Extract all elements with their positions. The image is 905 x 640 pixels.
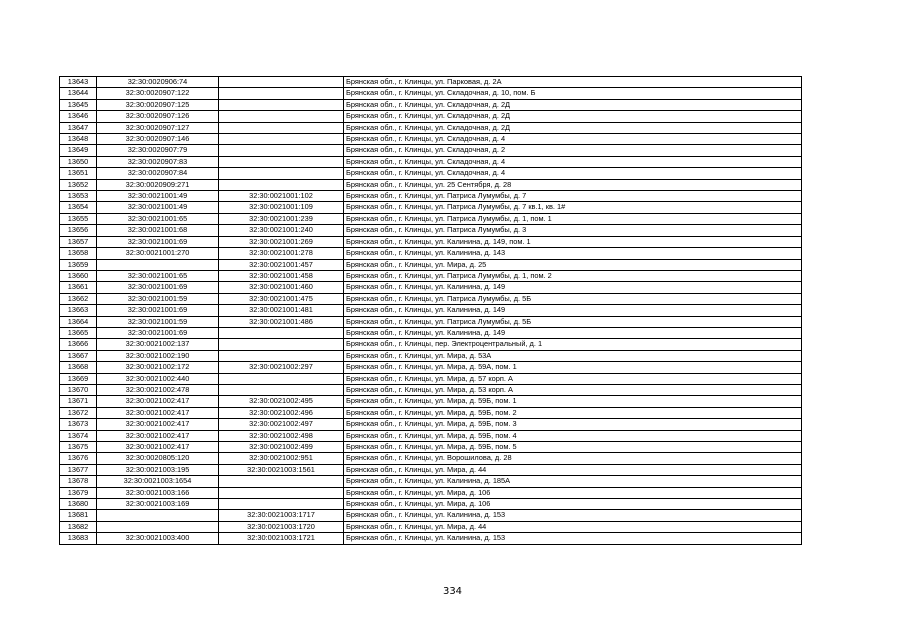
row-number-cell: 13668: [60, 362, 97, 373]
address-cell: Брянская обл., г. Клинцы, ул. Калинина, д. 153: [344, 510, 802, 521]
row-number-cell: 13678: [60, 476, 97, 487]
address-cell: Брянская обл., г. Клинцы, ул. Мира, д. 59А, пом. 1: [344, 362, 802, 373]
cadastral-number-cell: 32:30:0021002:417: [97, 419, 219, 430]
address-cell: Брянская обл., г. Клинцы, ул. Калинина, д. 185А: [344, 476, 802, 487]
table-row: [60, 453, 802, 464]
table-row: [60, 476, 802, 487]
address-cell: Брянская обл., г. Клинцы, ул. Калинина, д. 149: [344, 327, 802, 338]
cadastral-number-cell: 32:30:0021002:172: [97, 362, 219, 373]
row-number-cell: 13649: [60, 145, 97, 156]
property-registry-table: [59, 76, 802, 545]
row-number-cell: 13653: [60, 191, 97, 202]
object-cadastral-number-cell: [219, 499, 344, 510]
object-cadastral-number-cell: [219, 476, 344, 487]
address-cell: Брянская обл., г. Клинцы, ул. Мира, д. 57 корп. А: [344, 373, 802, 384]
address-cell: Брянская обл., г. Клинцы, ул. Складочная, д. 10, пом. Б: [344, 88, 802, 99]
cadastral-number-cell: 32:30:0021001:49: [97, 202, 219, 213]
cadastral-number-cell: 32:30:0021002:137: [97, 339, 219, 350]
row-number-cell: 13671: [60, 396, 97, 407]
object-cadastral-number-cell: 32:30:0021001:109: [219, 202, 344, 213]
row-number-cell: 13657: [60, 236, 97, 247]
object-cadastral-number-cell: [219, 77, 344, 88]
object-cadastral-number-cell: [219, 156, 344, 167]
cadastral-number-cell: 32:30:0021001:68: [97, 225, 219, 236]
address-cell: Брянская обл., г. Клинцы, ул. Мира, д. 44: [344, 521, 802, 532]
cadastral-number-cell: 32:30:0021003:400: [97, 533, 219, 544]
table-row: [60, 362, 802, 373]
table-row: [60, 145, 802, 156]
address-cell: Брянская обл., г. Клинцы, ул. Складочная, д. 2Д: [344, 122, 802, 133]
object-cadastral-number-cell: [219, 487, 344, 498]
address-cell: Брянская обл., г. Клинцы, ул. Патриса Лумумбы, д. 1, пом. 1: [344, 213, 802, 224]
cadastral-number-cell: 32:30:0021002:417: [97, 442, 219, 453]
address-cell: Брянская обл., г. Клинцы, ул. Патриса Лумумбы, д. 7 кв.1, кв. 1#: [344, 202, 802, 213]
address-cell: Брянская обл., г. Клинцы, ул. Мира, д. 106: [344, 487, 802, 498]
row-number-cell: 13674: [60, 430, 97, 441]
address-cell: Брянская обл., г. Клинцы, ул. 25 Сентября, д. 28: [344, 179, 802, 190]
table-row: [60, 179, 802, 190]
row-number-cell: 13656: [60, 225, 97, 236]
table-row: [60, 248, 802, 259]
table-row: [60, 339, 802, 350]
cadastral-number-cell: 32:30:0021002:478: [97, 384, 219, 395]
cadastral-number-cell: 32:30:0020907:125: [97, 99, 219, 110]
row-number-cell: 13672: [60, 407, 97, 418]
cadastral-number-cell: 32:30:0020805:120: [97, 453, 219, 464]
cadastral-number-cell: 32:30:0021001:65: [97, 213, 219, 224]
table-row: [60, 384, 802, 395]
cadastral-number-cell: 32:30:0021002:417: [97, 430, 219, 441]
object-cadastral-number-cell: 32:30:0021001:481: [219, 305, 344, 316]
row-number-cell: 13676: [60, 453, 97, 464]
object-cadastral-number-cell: 32:30:0021003:1717: [219, 510, 344, 521]
table-row: [60, 407, 802, 418]
row-number-cell: 13650: [60, 156, 97, 167]
row-number-cell: 13643: [60, 77, 97, 88]
address-cell: Брянская обл., г. Клинцы, ул. Мира, д. 59Б, пом. 1: [344, 396, 802, 407]
cadastral-number-cell: 32:30:0021003:166: [97, 487, 219, 498]
address-cell: Брянская обл., г. Клинцы, ул. Калинина, д. 149, пом. 1: [344, 236, 802, 247]
object-cadastral-number-cell: 32:30:0021001:102: [219, 191, 344, 202]
cadastral-number-cell: 32:30:0021002:417: [97, 407, 219, 418]
table-row: [60, 316, 802, 327]
object-cadastral-number-cell: 32:30:0021001:486: [219, 316, 344, 327]
row-number-cell: 13645: [60, 99, 97, 110]
table-row: [60, 499, 802, 510]
row-number-cell: 13667: [60, 350, 97, 361]
object-cadastral-number-cell: 32:30:0021003:1561: [219, 464, 344, 475]
row-number-cell: 13682: [60, 521, 97, 532]
cadastral-number-cell: 32:30:0020907:79: [97, 145, 219, 156]
page-number: 334: [442, 586, 463, 597]
row-number-cell: 13655: [60, 213, 97, 224]
table-row: [60, 202, 802, 213]
table-row: [60, 77, 802, 88]
row-number-cell: 13666: [60, 339, 97, 350]
cadastral-number-cell: 32:30:0021001:59: [97, 293, 219, 304]
cadastral-number-cell: [97, 521, 219, 532]
address-cell: Брянская обл., г. Клинцы, ул. Калинина, д. 143: [344, 248, 802, 259]
address-cell: Брянская обл., г. Клинцы, ул. Складочная, д. 4: [344, 156, 802, 167]
object-cadastral-number-cell: 32:30:0021002:499: [219, 442, 344, 453]
table-row: [60, 191, 802, 202]
row-number-cell: 13679: [60, 487, 97, 498]
row-number-cell: 13647: [60, 122, 97, 133]
address-cell: Брянская обл., г. Клинцы, ул. Патриса Лумумбы, д. 3: [344, 225, 802, 236]
address-cell: Брянская обл., г. Клинцы, ул. Складочная, д. 2Д: [344, 99, 802, 110]
object-cadastral-number-cell: [219, 179, 344, 190]
row-number-cell: 13664: [60, 316, 97, 327]
table-row: [60, 225, 802, 236]
object-cadastral-number-cell: [219, 168, 344, 179]
address-cell: Брянская обл., г. Клинцы, пер. Электроцентральный, д. 1: [344, 339, 802, 350]
row-number-cell: 13673: [60, 419, 97, 430]
object-cadastral-number-cell: 32:30:0021002:497: [219, 419, 344, 430]
cadastral-number-cell: 32:30:0021003:1654: [97, 476, 219, 487]
cadastral-number-cell: 32:30:0020907:84: [97, 168, 219, 179]
object-cadastral-number-cell: [219, 339, 344, 350]
cadastral-number-cell: 32:30:0021002:417: [97, 396, 219, 407]
object-cadastral-number-cell: [219, 327, 344, 338]
row-number-cell: 13646: [60, 111, 97, 122]
registry-table-body: [60, 77, 802, 545]
row-number-cell: 13663: [60, 305, 97, 316]
address-cell: Брянская обл., г. Клинцы, ул. Мира, д. 59Б, пом. 2: [344, 407, 802, 418]
row-number-cell: 13675: [60, 442, 97, 453]
table-row: [60, 168, 802, 179]
address-cell: Брянская обл., г. Клинцы, ул. Мира, д. 59Б, пом. 3: [344, 419, 802, 430]
table-row: [60, 236, 802, 247]
cadastral-number-cell: 32:30:0020907:146: [97, 134, 219, 145]
object-cadastral-number-cell: 32:30:0021002:496: [219, 407, 344, 418]
address-cell: Брянская обл., г. Клинцы, ул. Мира, д. 25: [344, 259, 802, 270]
row-number-cell: 13661: [60, 282, 97, 293]
address-cell: Брянская обл., г. Клинцы, ул. Калинина, д. 153: [344, 533, 802, 544]
table-row: [60, 259, 802, 270]
row-number-cell: 13644: [60, 88, 97, 99]
cadastral-number-cell: [97, 259, 219, 270]
cadastral-number-cell: 32:30:0020909:271: [97, 179, 219, 190]
address-cell: Брянская обл., г. Клинцы, ул. Ворошилова, д. 28: [344, 453, 802, 464]
cadastral-number-cell: 32:30:0021001:270: [97, 248, 219, 259]
address-cell: Брянская обл., г. Клинцы, ул. Складочная, д. 4: [344, 134, 802, 145]
object-cadastral-number-cell: 32:30:0021001:239: [219, 213, 344, 224]
address-cell: Брянская обл., г. Клинцы, ул. Складочная, д. 2: [344, 145, 802, 156]
object-cadastral-number-cell: 32:30:0021003:1721: [219, 533, 344, 544]
object-cadastral-number-cell: 32:30:0021003:1720: [219, 521, 344, 532]
row-number-cell: 13665: [60, 327, 97, 338]
address-cell: Брянская обл., г. Клинцы, ул. Складочная, д. 4: [344, 168, 802, 179]
address-cell: Брянская обл., г. Клинцы, ул. Мира, д. 59Б, пом. 4: [344, 430, 802, 441]
cadastral-number-cell: 32:30:0020907:126: [97, 111, 219, 122]
cadastral-number-cell: 32:30:0021001:69: [97, 236, 219, 247]
object-cadastral-number-cell: [219, 88, 344, 99]
object-cadastral-number-cell: 32:30:0021002:495: [219, 396, 344, 407]
address-cell: Брянская обл., г. Клинцы, ул. Парковая, д. 2А: [344, 77, 802, 88]
table-row: [60, 396, 802, 407]
cadastral-number-cell: 32:30:0021001:69: [97, 327, 219, 338]
object-cadastral-number-cell: [219, 99, 344, 110]
row-number-cell: 13652: [60, 179, 97, 190]
table-row: [60, 533, 802, 544]
table-row: [60, 430, 802, 441]
row-number-cell: 13651: [60, 168, 97, 179]
table-row: [60, 99, 802, 110]
table-row: [60, 305, 802, 316]
object-cadastral-number-cell: 32:30:0021001:475: [219, 293, 344, 304]
cadastral-number-cell: 32:30:0021001:59: [97, 316, 219, 327]
row-number-cell: 13660: [60, 270, 97, 281]
table-row: [60, 270, 802, 281]
row-number-cell: 13658: [60, 248, 97, 259]
object-cadastral-number-cell: 32:30:0021001:460: [219, 282, 344, 293]
address-cell: Брянская обл., г. Клинцы, ул. Мира, д. 53А: [344, 350, 802, 361]
table-row: [60, 419, 802, 430]
row-number-cell: 13681: [60, 510, 97, 521]
table-row: [60, 293, 802, 304]
object-cadastral-number-cell: [219, 373, 344, 384]
address-cell: Брянская обл., г. Клинцы, ул. Мира, д. 59Б, пом. 5: [344, 442, 802, 453]
address-cell: Брянская обл., г. Клинцы, ул. Патриса Лумумбы, д. 5Б: [344, 293, 802, 304]
cadastral-number-cell: 32:30:0020906:74: [97, 77, 219, 88]
address-cell: Брянская обл., г. Клинцы, ул. Патриса Лумумбы, д. 7: [344, 191, 802, 202]
object-cadastral-number-cell: 32:30:0021002:951: [219, 453, 344, 464]
object-cadastral-number-cell: 32:30:0021002:498: [219, 430, 344, 441]
table-row: [60, 464, 802, 475]
cadastral-number-cell: 32:30:0021002:440: [97, 373, 219, 384]
object-cadastral-number-cell: 32:30:0021001:240: [219, 225, 344, 236]
address-cell: Брянская обл., г. Клинцы, ул. Мира, д. 106: [344, 499, 802, 510]
table-row: [60, 282, 802, 293]
table-row: [60, 373, 802, 384]
address-cell: Брянская обл., г. Клинцы, ул. Патриса Лумумбы, д. 5Б: [344, 316, 802, 327]
row-number-cell: 13680: [60, 499, 97, 510]
cadastral-number-cell: 32:30:0021001:69: [97, 282, 219, 293]
table-row: [60, 156, 802, 167]
cadastral-number-cell: 32:30:0021003:195: [97, 464, 219, 475]
cadastral-number-cell: 32:30:0021003:169: [97, 499, 219, 510]
table-row: [60, 111, 802, 122]
cadastral-number-cell: 32:30:0020907:127: [97, 122, 219, 133]
cadastral-number-cell: [97, 510, 219, 521]
table-row: [60, 327, 802, 338]
object-cadastral-number-cell: [219, 350, 344, 361]
table-row: [60, 350, 802, 361]
address-cell: Брянская обл., г. Клинцы, ул. Калинина, д. 149: [344, 305, 802, 316]
object-cadastral-number-cell: [219, 111, 344, 122]
object-cadastral-number-cell: 32:30:0021002:297: [219, 362, 344, 373]
table-row: [60, 213, 802, 224]
address-cell: Брянская обл., г. Клинцы, ул. Складочная, д. 2Д: [344, 111, 802, 122]
object-cadastral-number-cell: [219, 122, 344, 133]
object-cadastral-number-cell: 32:30:0021001:458: [219, 270, 344, 281]
row-number-cell: 13677: [60, 464, 97, 475]
row-number-cell: 13670: [60, 384, 97, 395]
cadastral-number-cell: 32:30:0021001:49: [97, 191, 219, 202]
address-cell: Брянская обл., г. Клинцы, ул. Патриса Лумумбы, д. 1, пом. 2: [344, 270, 802, 281]
cadastral-number-cell: 32:30:0020907:122: [97, 88, 219, 99]
row-number-cell: 13683: [60, 533, 97, 544]
cadastral-number-cell: 32:30:0021002:190: [97, 350, 219, 361]
table-row: [60, 122, 802, 133]
row-number-cell: 13654: [60, 202, 97, 213]
address-cell: Брянская обл., г. Клинцы, ул. Мира, д. 53 корп. А: [344, 384, 802, 395]
table-row: [60, 88, 802, 99]
cadastral-number-cell: 32:30:0021001:65: [97, 270, 219, 281]
cadastral-number-cell: 32:30:0020907:83: [97, 156, 219, 167]
cadastral-number-cell: 32:30:0021001:69: [97, 305, 219, 316]
row-number-cell: 13648: [60, 134, 97, 145]
row-number-cell: 13662: [60, 293, 97, 304]
object-cadastral-number-cell: 32:30:0021001:278: [219, 248, 344, 259]
table-row: [60, 521, 802, 532]
object-cadastral-number-cell: [219, 134, 344, 145]
table-row: [60, 510, 802, 521]
address-cell: Брянская обл., г. Клинцы, ул. Мира, д. 44: [344, 464, 802, 475]
row-number-cell: 13659: [60, 259, 97, 270]
address-cell: Брянская обл., г. Клинцы, ул. Калинина, д. 149: [344, 282, 802, 293]
row-number-cell: 13669: [60, 373, 97, 384]
object-cadastral-number-cell: [219, 384, 344, 395]
object-cadastral-number-cell: 32:30:0021001:269: [219, 236, 344, 247]
table-row: [60, 442, 802, 453]
table-row: [60, 134, 802, 145]
table-row: [60, 487, 802, 498]
object-cadastral-number-cell: [219, 145, 344, 156]
object-cadastral-number-cell: 32:30:0021001:457: [219, 259, 344, 270]
